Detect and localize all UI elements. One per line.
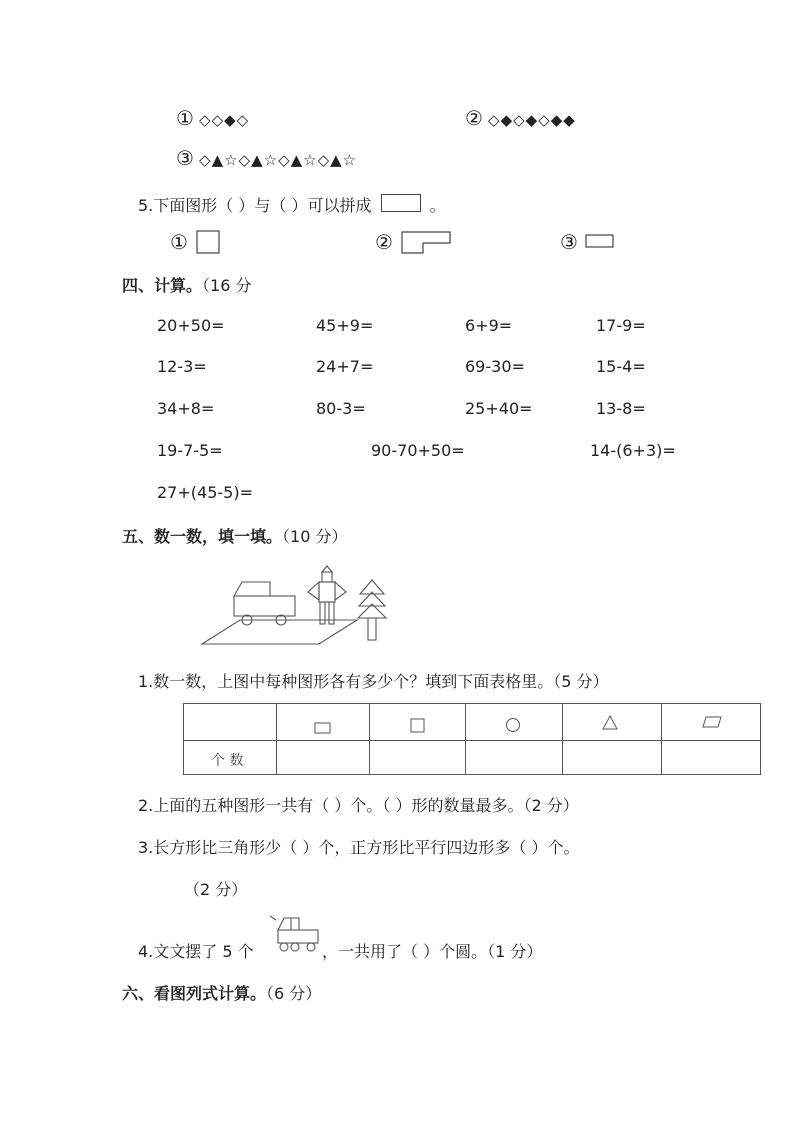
eq-r4-c2: 90-70+50=	[371, 441, 465, 460]
table-col-divider	[369, 704, 370, 774]
pattern-3-sequence: ◇▲☆◇▲☆◇▲☆◇▲☆	[199, 151, 358, 169]
table-row-label: 个 数	[211, 753, 244, 769]
shape-scene-illustration	[200, 560, 390, 650]
q5-text	[138, 193, 446, 216]
section-6-heading	[122, 981, 321, 1004]
parallelogram-header-icon	[702, 716, 724, 730]
section-4-heading	[122, 273, 251, 296]
person-hat	[322, 566, 332, 572]
pattern-1	[176, 106, 249, 130]
rectangle-header-icon	[314, 722, 334, 736]
section-5-score: （10 分）	[282, 527, 348, 546]
truck-body	[234, 596, 295, 616]
target-rectangle-shape	[381, 194, 421, 212]
table-col-divider	[276, 704, 277, 774]
section-5-title: 五、数一数，填一填。	[122, 527, 283, 546]
eq-r3-c3: 25+40=	[465, 399, 533, 418]
pattern-3-label: ③	[176, 146, 194, 170]
pattern-1-sequence: ◇◇◆◇	[199, 111, 250, 129]
q5-4-text-a: 4.文文摆了 5 个	[138, 942, 254, 961]
person-leg-right	[329, 602, 334, 624]
eq-r2-c1: 12-3=	[157, 357, 207, 376]
section-6-score: （6 分）	[266, 984, 322, 1003]
pattern-1-label: ①	[176, 106, 194, 130]
pattern-2-sequence: ◇◆◇◆◇◆◆	[488, 111, 576, 129]
l-shape	[401, 229, 453, 255]
tree-trunk	[368, 618, 376, 640]
q5-3-text: 3.长方形比三角形少（ ）个，正方形比平行四边形多（ ）个。	[138, 838, 580, 857]
eq-r5-c1: 27+(45-5)=	[157, 483, 253, 502]
eq-r1-c2: 45+9=	[316, 316, 374, 335]
eq-r4-c3: 14-(6+3)=	[590, 441, 676, 460]
eq-r1-c3: 6+9=	[465, 316, 513, 335]
small-rectangle-shape	[585, 234, 617, 250]
q5-option-1-label: ①	[170, 230, 188, 254]
eq-r2-c4: 15-4=	[596, 357, 646, 376]
truck-cab	[234, 582, 270, 596]
truck-icon-mark	[270, 916, 276, 920]
section-4-title: 四、计算。	[122, 276, 203, 295]
table-col-divider	[562, 704, 563, 774]
square-shape	[196, 230, 226, 256]
eq-r2-c2: 24+7=	[316, 357, 374, 376]
person-leg-left	[320, 602, 325, 624]
q5-option-2-label: ②	[375, 230, 393, 254]
person-body	[319, 582, 335, 602]
eq-r1-c4: 17-9=	[596, 316, 646, 335]
eq-r3-c2: 80-3=	[316, 399, 366, 418]
person-arm-right	[335, 582, 346, 600]
table-row-divider	[184, 740, 760, 741]
truck-icon	[268, 912, 323, 954]
count-table	[183, 703, 761, 775]
person-head	[322, 572, 332, 582]
q5-text-b: 。	[429, 196, 446, 215]
section-4-score: （16 分	[202, 276, 252, 295]
q5-4-text-b: ，一共用了（ ）个圆。（1 分）	[322, 942, 543, 961]
eq-r3-c1: 34+8=	[157, 399, 215, 418]
section-5-heading	[122, 524, 347, 547]
section-6-title: 六、看图列式计算。	[122, 984, 267, 1003]
q5-text-a: 5.下面图形（ ）与（ ）可以拼成	[138, 196, 372, 215]
person-arm-left	[308, 582, 319, 600]
table-col-divider	[661, 704, 662, 774]
eq-r1-c1: 20+50=	[157, 316, 225, 335]
triangle-header-icon	[602, 715, 620, 733]
q5-1-text: 1.数一数，上图中每种图形各有多少个？填到下面表格里。（5 分）	[138, 672, 609, 691]
q5-option-3-label: ③	[560, 230, 578, 254]
eq-r3-c4: 13-8=	[596, 399, 646, 418]
pattern-2	[465, 106, 576, 130]
pattern-2-label: ②	[465, 106, 483, 130]
circle-header-icon	[505, 717, 523, 735]
q5-2-text: 2.上面的五种图形一共有（ ）个。（ ）形的数量最多。（2 分）	[138, 796, 579, 815]
square-header-icon	[410, 718, 428, 736]
q5-3-score: （2 分）	[184, 880, 248, 899]
table-col-divider	[465, 704, 466, 774]
eq-r2-c3: 69-30=	[465, 357, 525, 376]
eq-r4-c1: 19-7-5=	[157, 441, 223, 460]
pattern-3	[176, 146, 357, 170]
